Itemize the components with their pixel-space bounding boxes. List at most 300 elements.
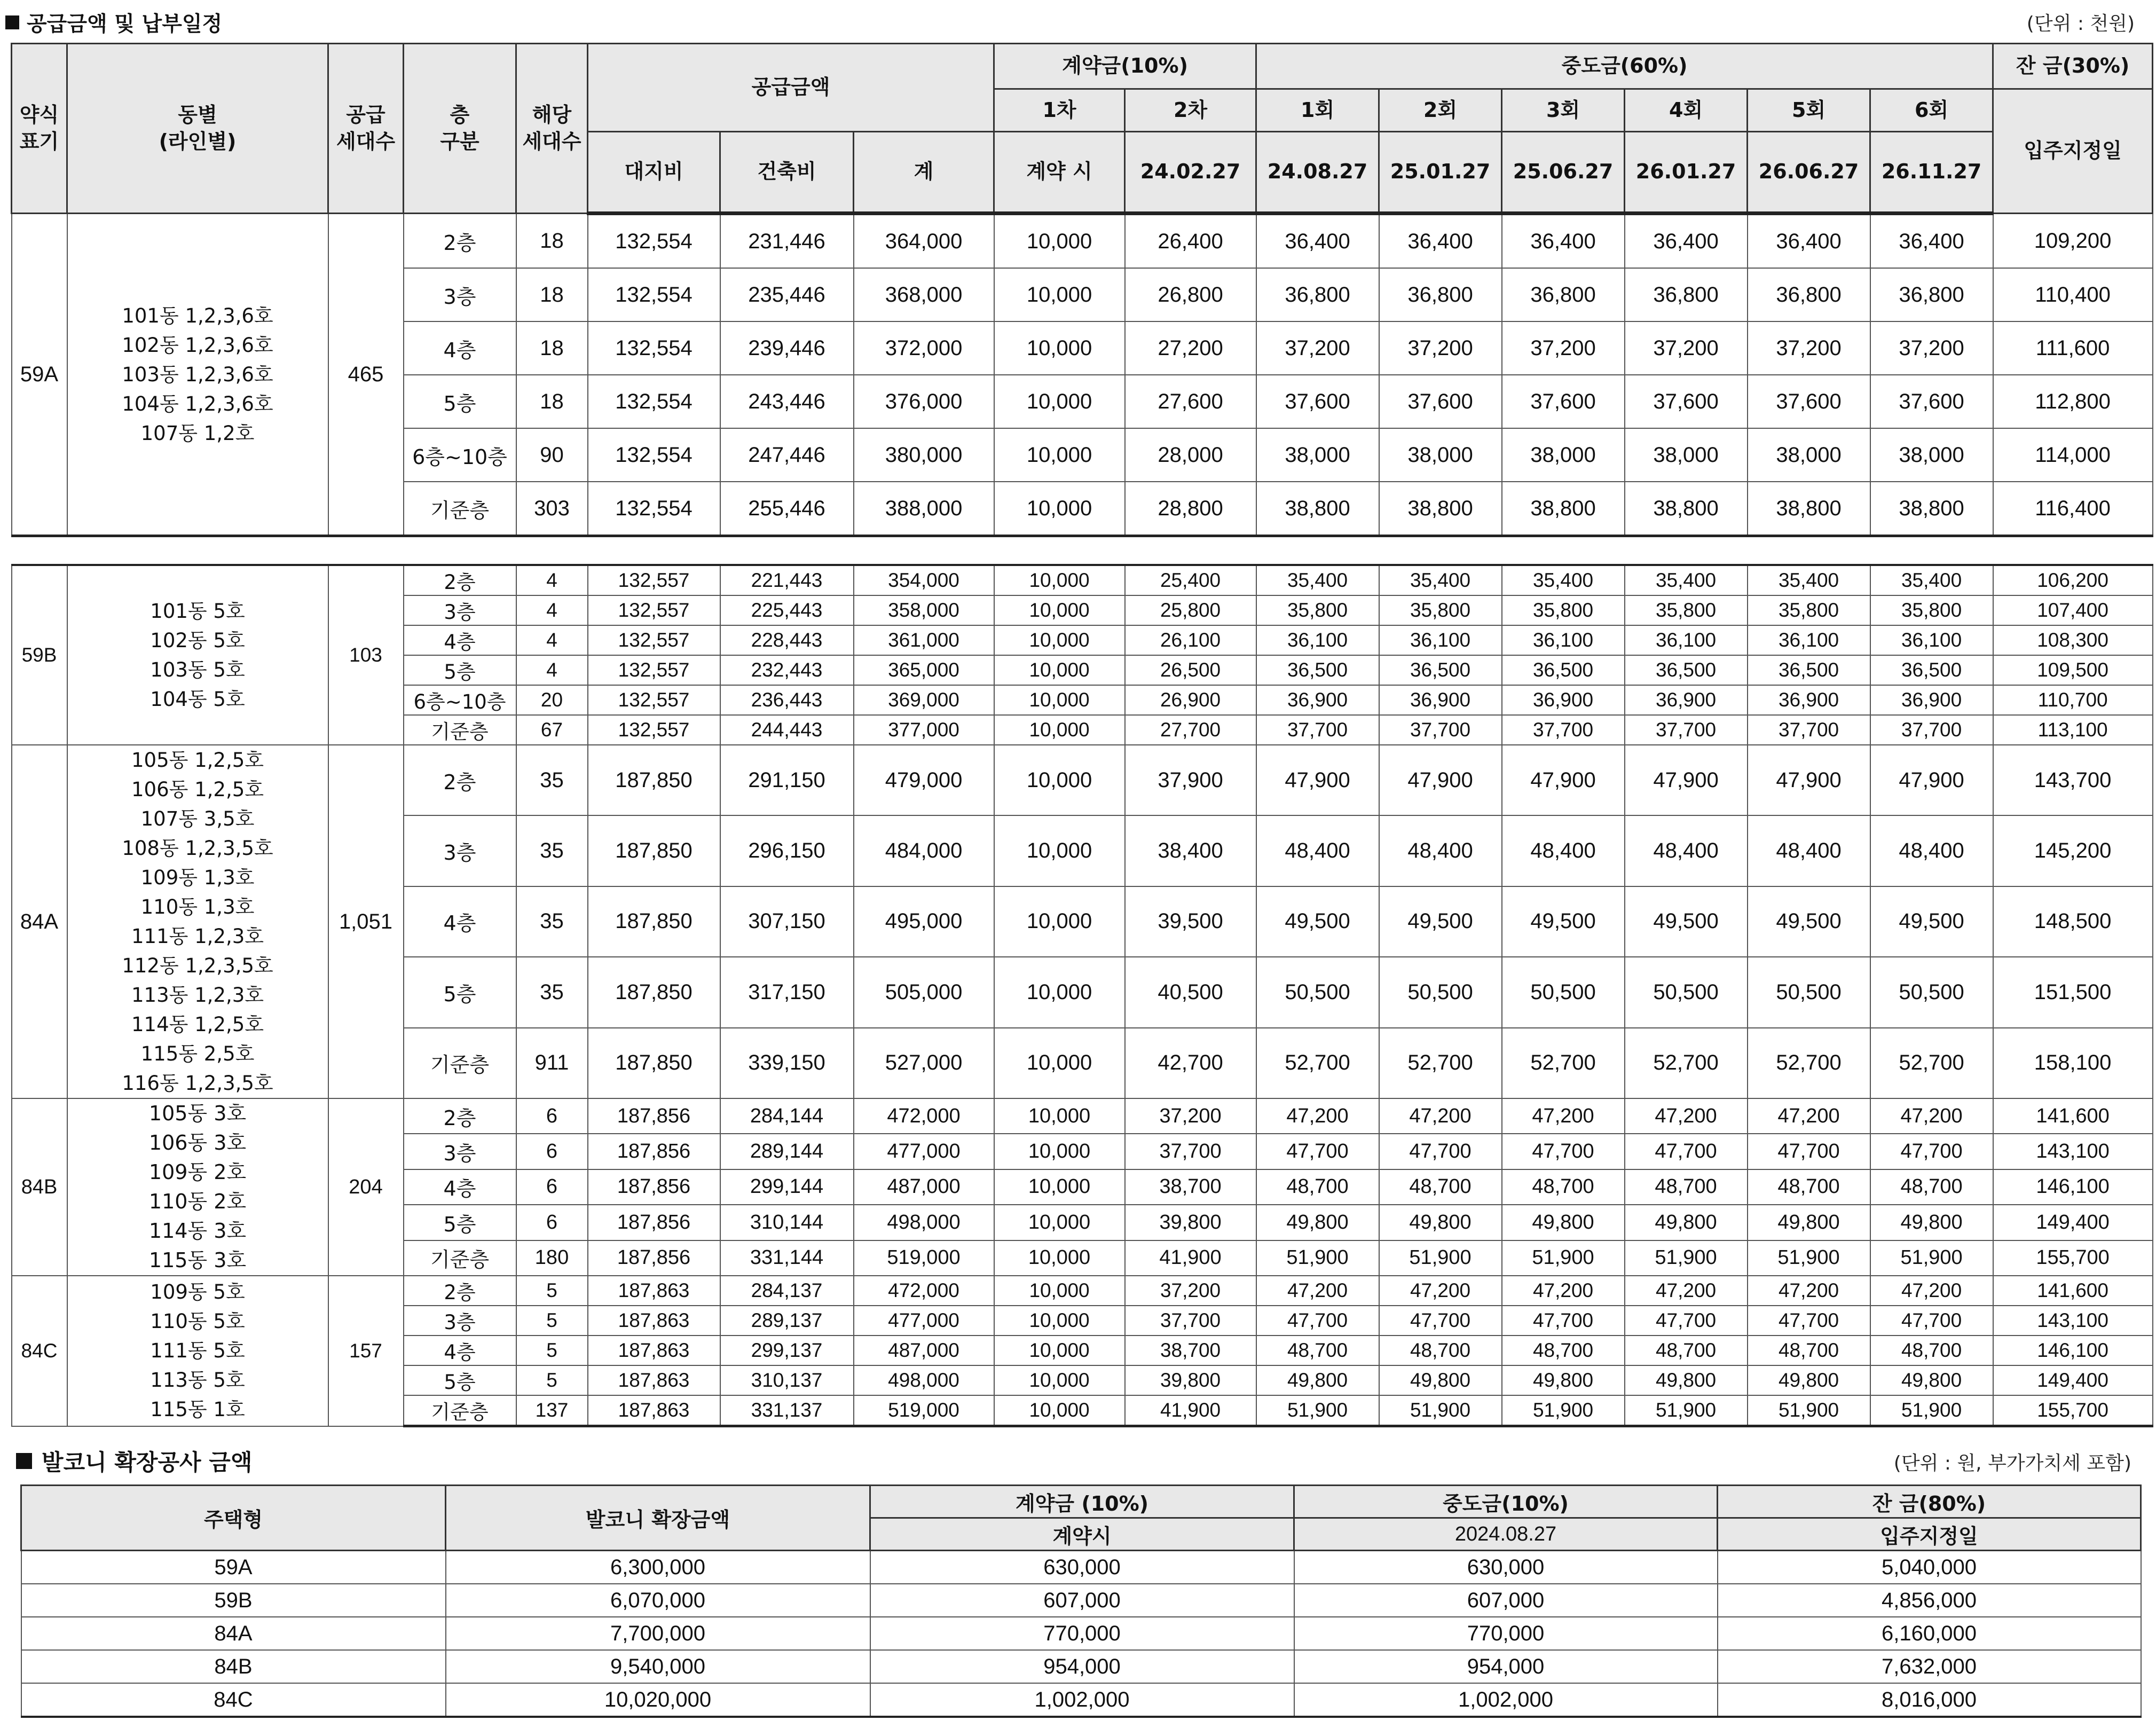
floor-cell: 3층	[404, 268, 516, 321]
middle-cell: 47,200	[1870, 1098, 1993, 1134]
header-middle-date: 24.08.27	[1256, 132, 1379, 214]
header-middle-date: 25.06.27	[1502, 132, 1625, 214]
dong-line: 106동 1,2,5호	[131, 778, 264, 801]
units-cell: 465	[328, 214, 404, 536]
floor-units-cell: 4	[516, 655, 588, 685]
header-balance: 잔 금(30%)	[1993, 44, 2153, 89]
balance-cell: 143,100	[1993, 1134, 2153, 1169]
floor-units-cell: 18	[516, 268, 588, 321]
type-cell: 84B	[12, 1098, 67, 1276]
middle-cell: 36,900	[1748, 685, 1870, 715]
dong-line: 116동 1,2,3,5호	[122, 1072, 273, 1095]
balance-cell: 158,100	[1993, 1028, 2153, 1098]
middle-cell: 47,900	[1256, 745, 1379, 815]
middle-cell: 52,700	[1870, 1028, 1993, 1098]
land-cell: 187,856	[588, 1169, 720, 1205]
deposit1-cell: 10,000	[994, 1205, 1125, 1240]
deposit1-cell: 10,000	[994, 375, 1125, 428]
header-floor-units: 해당 세대수	[516, 44, 588, 214]
total-cell: 519,000	[854, 1240, 994, 1276]
floor-cell: 6층~10층	[404, 685, 516, 715]
dong-line: 104동 1,2,3,6호	[122, 392, 273, 415]
land-cell: 132,554	[588, 482, 720, 536]
middle-cell: 50,500	[1625, 957, 1748, 1027]
total-cell: 498,000	[854, 1365, 994, 1395]
middle-cell: 36,100	[1870, 625, 1993, 655]
table-row	[12, 1098, 2153, 1134]
middle-cell: 48,400	[1748, 815, 1870, 886]
middle-cell: 49,800	[1870, 1205, 1993, 1240]
middle-cell: 37,700	[1870, 715, 1993, 745]
deposit1-cell: 10,000	[994, 745, 1125, 815]
deposit2-cell: 39,500	[1125, 886, 1256, 957]
deposit2-cell: 27,700	[1125, 715, 1256, 745]
middle-cell: 52,700	[1256, 1028, 1379, 1098]
middle-cell: 47,200	[1256, 1098, 1379, 1134]
balcony-amount-cell: 6,070,000	[446, 1584, 870, 1617]
middle-cell: 38,800	[1256, 482, 1379, 536]
middle-cell: 36,400	[1256, 214, 1379, 269]
middle-cell: 49,800	[1748, 1205, 1870, 1240]
land-cell: 132,554	[588, 321, 720, 375]
land-cell: 132,554	[588, 428, 720, 482]
dong-line: 101동 1,2,3,6호	[122, 304, 273, 327]
middle-cell: 51,900	[1379, 1395, 1502, 1426]
middle-cell: 48,400	[1256, 815, 1379, 886]
middle-cell: 38,800	[1748, 482, 1870, 536]
building-cell: 243,446	[720, 375, 854, 428]
middle-cell: 37,200	[1256, 321, 1379, 375]
deposit2-cell: 26,800	[1125, 268, 1256, 321]
floor-cell: 2층	[404, 1276, 516, 1306]
middle-cell: 35,800	[1256, 595, 1379, 625]
middle-cell: 37,200	[1502, 321, 1625, 375]
middle-cell: 36,900	[1256, 685, 1379, 715]
balance-cell: 148,500	[1993, 886, 2153, 957]
building-cell: 228,443	[720, 625, 854, 655]
balcony-type-cell: 84C	[21, 1683, 446, 1717]
middle-cell: 47,200	[1625, 1276, 1748, 1306]
balance-cell: 155,700	[1993, 1395, 2153, 1426]
floor-units-cell: 4	[516, 595, 588, 625]
balance-cell: 145,200	[1993, 815, 2153, 886]
total-cell: 519,000	[854, 1395, 994, 1426]
middle-cell: 38,800	[1870, 482, 1993, 536]
floor-cell: 3층	[404, 1134, 516, 1169]
balcony-body	[21, 1551, 2141, 1717]
table-row	[21, 1617, 2141, 1650]
middle-cell: 48,700	[1256, 1336, 1379, 1365]
deposit1-cell: 10,000	[994, 1336, 1125, 1365]
header-deposit-1: 1차	[994, 89, 1125, 132]
floor-cell: 4층	[404, 1169, 516, 1205]
middle-cell: 36,900	[1502, 685, 1625, 715]
middle-cell: 48,400	[1379, 815, 1502, 886]
middle-cell: 37,700	[1379, 715, 1502, 745]
floor-cell: 6층~10층	[404, 428, 516, 482]
middle-cell: 49,800	[1870, 1365, 1993, 1395]
floor-cell: 4층	[404, 886, 516, 957]
floor-units-cell: 6	[516, 1098, 588, 1134]
balance-cell: 106,200	[1993, 565, 2153, 595]
dong-line: 115동 1호	[150, 1398, 245, 1421]
middle-cell: 49,800	[1502, 1205, 1625, 1240]
total-cell: 377,000	[854, 715, 994, 745]
floor-units-cell: 20	[516, 685, 588, 715]
middle-cell: 52,700	[1502, 1028, 1625, 1098]
header-middle-date: 26.11.27	[1870, 132, 1993, 214]
dong-line: 101동 5호	[150, 600, 245, 623]
building-cell: 236,443	[720, 685, 854, 715]
building-cell: 289,137	[720, 1306, 854, 1336]
middle-cell: 38,000	[1379, 428, 1502, 482]
land-cell: 132,557	[588, 625, 720, 655]
land-cell: 187,850	[588, 745, 720, 815]
deposit1-cell: 10,000	[994, 1098, 1125, 1134]
floor-cell: 기준층	[404, 482, 516, 536]
balcony-header-middle: 중도금(10%)	[1294, 1486, 1718, 1518]
balance-cell: 110,400	[1993, 268, 2153, 321]
land-cell: 187,863	[588, 1336, 720, 1365]
middle-cell: 35,800	[1870, 595, 1993, 625]
section1-unit: (단위 : 천원)	[2026, 13, 2135, 35]
middle-cell: 50,500	[1748, 957, 1870, 1027]
dong-line: 103동 1,2,3,6호	[122, 363, 273, 386]
total-cell: 368,000	[854, 268, 994, 321]
header-type: 약식 표기	[12, 44, 67, 214]
middle-cell: 48,400	[1502, 815, 1625, 886]
building-cell: 221,443	[720, 565, 854, 595]
middle-cell: 36,400	[1748, 214, 1870, 269]
middle-cell: 51,900	[1625, 1240, 1748, 1276]
floor-cell: 3층	[404, 1306, 516, 1336]
header-middle-date: 26.01.27	[1625, 132, 1748, 214]
deposit1-cell: 10,000	[994, 715, 1125, 745]
deposit1-cell: 10,000	[994, 1169, 1125, 1205]
dong-cell	[67, 745, 328, 1098]
middle-cell: 38,000	[1748, 428, 1870, 482]
dong-line: 112동 1,2,3,5호	[122, 954, 273, 977]
middle-cell: 36,400	[1379, 214, 1502, 269]
deposit2-cell: 38,700	[1125, 1169, 1256, 1205]
middle-cell: 47,700	[1379, 1306, 1502, 1336]
dong-line: 102동 1,2,3,6호	[122, 333, 273, 357]
balcony-deposit-cell: 630,000	[870, 1551, 1294, 1584]
middle-cell: 51,900	[1625, 1395, 1748, 1426]
units-cell: 103	[328, 565, 404, 745]
middle-cell: 36,500	[1502, 655, 1625, 685]
middle-cell: 38,000	[1256, 428, 1379, 482]
balance-cell: 112,800	[1993, 375, 2153, 428]
balcony-balance-cell: 6,160,000	[1718, 1617, 2141, 1650]
floor-cell: 기준층	[404, 1240, 516, 1276]
middle-cell: 47,700	[1748, 1306, 1870, 1336]
middle-cell: 47,700	[1379, 1134, 1502, 1169]
middle-cell: 36,900	[1625, 685, 1748, 715]
total-cell: 477,000	[854, 1306, 994, 1336]
middle-cell: 50,500	[1870, 957, 1993, 1027]
building-cell: 284,137	[720, 1276, 854, 1306]
middle-cell: 37,200	[1379, 321, 1502, 375]
middle-cell: 36,900	[1870, 685, 1993, 715]
dong-line: 114동 3호	[148, 1219, 247, 1243]
floor-cell: 5층	[404, 957, 516, 1027]
deposit1-cell: 10,000	[994, 655, 1125, 685]
dong-line: 115동 3호	[148, 1248, 247, 1272]
deposit1-cell: 10,000	[994, 886, 1125, 957]
land-cell: 132,557	[588, 595, 720, 625]
section2-title: 발코니 확장공사 금액	[42, 1449, 253, 1475]
header-deposit: 계약금(10%)	[994, 44, 1256, 89]
middle-cell: 37,600	[1748, 375, 1870, 428]
building-cell: 331,144	[720, 1240, 854, 1276]
balcony-amount-cell: 9,540,000	[446, 1650, 870, 1683]
floor-units-cell: 303	[516, 482, 588, 536]
dong-line: 103동 5호	[150, 658, 245, 681]
middle-cell: 52,700	[1379, 1028, 1502, 1098]
floor-units-cell: 180	[516, 1240, 588, 1276]
floor-units-cell: 4	[516, 565, 588, 595]
dong-line: 109동 5호	[150, 1281, 245, 1304]
deposit2-cell: 26,100	[1125, 625, 1256, 655]
middle-cell: 35,400	[1748, 565, 1870, 595]
building-cell: 310,144	[720, 1205, 854, 1240]
balance-cell: 143,100	[1993, 1306, 2153, 1336]
building-cell: 317,150	[720, 957, 854, 1027]
total-cell: 505,000	[854, 957, 994, 1027]
balance-cell: 111,600	[1993, 321, 2153, 375]
floor-units-cell: 5	[516, 1365, 588, 1395]
balance-cell: 141,600	[1993, 1098, 2153, 1134]
header-deposit-2-date: 24.02.27	[1125, 132, 1256, 214]
middle-cell: 49,500	[1256, 886, 1379, 957]
type-cell: 59B	[12, 565, 67, 745]
middle-cell: 49,500	[1870, 886, 1993, 957]
dong-line: 114동 1,2,5호	[131, 1013, 264, 1036]
floor-units-cell: 5	[516, 1306, 588, 1336]
land-cell: 187,856	[588, 1134, 720, 1169]
deposit2-cell: 27,200	[1125, 321, 1256, 375]
land-cell: 187,850	[588, 1028, 720, 1098]
middle-cell: 38,000	[1502, 428, 1625, 482]
table-row	[21, 1683, 2141, 1717]
building-cell: 232,443	[720, 655, 854, 685]
floor-units-cell: 90	[516, 428, 588, 482]
header-units: 공급 세대수	[328, 44, 404, 214]
middle-cell: 50,500	[1502, 957, 1625, 1027]
middle-cell: 49,500	[1748, 886, 1870, 957]
floor-units-cell: 18	[516, 375, 588, 428]
floor-cell: 기준층	[404, 1028, 516, 1098]
supply-price-table	[11, 43, 2153, 1427]
middle-cell: 35,800	[1379, 595, 1502, 625]
floor-cell: 기준층	[404, 1395, 516, 1426]
floor-units-cell: 18	[516, 321, 588, 375]
middle-cell: 37,700	[1748, 715, 1870, 745]
balcony-middle-cell: 770,000	[1294, 1617, 1718, 1650]
middle-cell: 51,900	[1870, 1395, 1993, 1426]
units-cell: 1,051	[328, 745, 404, 1098]
middle-cell: 51,900	[1256, 1240, 1379, 1276]
middle-cell: 37,600	[1870, 375, 1993, 428]
dong-line: 110동 2호	[148, 1190, 247, 1213]
middle-cell: 48,700	[1379, 1169, 1502, 1205]
deposit2-cell: 38,700	[1125, 1336, 1256, 1365]
middle-cell: 48,700	[1625, 1336, 1748, 1365]
middle-cell: 50,500	[1379, 957, 1502, 1027]
floor-units-cell: 67	[516, 715, 588, 745]
table-row	[12, 565, 2153, 595]
deposit1-cell: 10,000	[994, 1395, 1125, 1426]
land-cell: 187,856	[588, 1098, 720, 1134]
middle-cell: 36,100	[1748, 625, 1870, 655]
balcony-header-balance: 잔 금(80%)	[1718, 1486, 2141, 1518]
total-cell: 380,000	[854, 428, 994, 482]
middle-cell: 36,800	[1870, 268, 1993, 321]
section1-title: 공급금액 및 납부일정	[27, 12, 223, 36]
deposit2-cell: 41,900	[1125, 1240, 1256, 1276]
deposit2-cell: 28,000	[1125, 428, 1256, 482]
dong-line: 104동 5호	[150, 688, 245, 711]
middle-cell: 47,200	[1379, 1098, 1502, 1134]
middle-cell: 36,900	[1379, 685, 1502, 715]
middle-cell: 51,900	[1748, 1240, 1870, 1276]
deposit1-cell: 10,000	[994, 321, 1125, 375]
balcony-type-cell: 59A	[21, 1551, 446, 1584]
dong-cell	[67, 214, 328, 536]
middle-cell: 51,900	[1502, 1395, 1625, 1426]
middle-cell: 47,700	[1748, 1134, 1870, 1169]
dong-line: 113동 5호	[150, 1369, 245, 1392]
dong-line: 107동 1,2호	[140, 421, 255, 445]
floor-units-cell: 35	[516, 745, 588, 815]
balcony-table	[20, 1484, 2142, 1718]
middle-cell: 37,200	[1748, 321, 1870, 375]
total-cell: 479,000	[854, 745, 994, 815]
section2-header	[16, 1445, 252, 1477]
floor-cell: 3층	[404, 815, 516, 886]
header-middle-date: 26.06.27	[1748, 132, 1870, 214]
middle-cell: 36,800	[1748, 268, 1870, 321]
building-cell: 289,144	[720, 1134, 854, 1169]
floor-cell: 4층	[404, 1336, 516, 1365]
balance-cell: 149,400	[1993, 1205, 2153, 1240]
floor-units-cell: 35	[516, 815, 588, 886]
balcony-middle-cell: 630,000	[1294, 1551, 1718, 1584]
middle-cell: 50,500	[1256, 957, 1379, 1027]
total-cell: 376,000	[854, 375, 994, 428]
building-cell: 255,446	[720, 482, 854, 536]
middle-cell: 36,500	[1256, 655, 1379, 685]
middle-cell: 52,700	[1748, 1028, 1870, 1098]
middle-cell: 48,700	[1625, 1169, 1748, 1205]
balcony-balance-cell: 8,016,000	[1718, 1683, 2141, 1717]
dong-line: 115동 2,5호	[140, 1042, 255, 1065]
header-middle: 중도금(60%)	[1256, 44, 1993, 89]
deposit2-cell: 26,500	[1125, 655, 1256, 685]
land-cell: 132,557	[588, 565, 720, 595]
group-gap	[12, 536, 2153, 565]
supply-price-body	[12, 214, 2153, 1426]
floor-units-cell: 6	[516, 1205, 588, 1240]
deposit2-cell: 26,900	[1125, 685, 1256, 715]
middle-cell: 49,800	[1625, 1205, 1748, 1240]
dong-line: 110동 1,3호	[140, 896, 255, 918]
section1-header	[5, 7, 222, 37]
floor-units-cell: 6	[516, 1134, 588, 1169]
gap-cell	[12, 536, 2153, 565]
total-cell: 498,000	[854, 1205, 994, 1240]
middle-cell: 48,700	[1748, 1336, 1870, 1365]
total-cell: 365,000	[854, 655, 994, 685]
balcony-deposit-cell: 1,002,000	[870, 1683, 1294, 1717]
total-cell: 487,000	[854, 1169, 994, 1205]
middle-cell: 47,200	[1379, 1276, 1502, 1306]
middle-cell: 38,000	[1870, 428, 1993, 482]
floor-cell: 4층	[404, 625, 516, 655]
floor-cell: 5층	[404, 375, 516, 428]
building-cell: 291,150	[720, 745, 854, 815]
middle-cell: 47,200	[1748, 1276, 1870, 1306]
deposit1-cell: 10,000	[994, 1306, 1125, 1336]
middle-cell: 35,800	[1502, 595, 1625, 625]
floor-units-cell: 911	[516, 1028, 588, 1098]
land-cell: 132,554	[588, 268, 720, 321]
middle-cell: 38,800	[1379, 482, 1502, 536]
middle-cell: 36,500	[1748, 655, 1870, 685]
middle-cell: 47,200	[1625, 1098, 1748, 1134]
land-cell: 132,554	[588, 214, 720, 269]
floor-cell: 2층	[404, 214, 516, 269]
floor-units-cell: 35	[516, 957, 588, 1027]
middle-cell: 36,500	[1870, 655, 1993, 685]
middle-cell: 36,800	[1379, 268, 1502, 321]
middle-cell: 48,700	[1502, 1169, 1625, 1205]
total-cell: 369,000	[854, 685, 994, 715]
middle-cell: 51,900	[1379, 1240, 1502, 1276]
balcony-middle-cell: 607,000	[1294, 1584, 1718, 1617]
header-total: 계	[854, 132, 994, 214]
deposit1-cell: 10,000	[994, 815, 1125, 886]
middle-cell: 47,200	[1502, 1098, 1625, 1134]
middle-cell: 47,900	[1625, 745, 1748, 815]
floor-units-cell: 35	[516, 886, 588, 957]
balance-cell: 110,700	[1993, 685, 2153, 715]
total-cell: 472,000	[854, 1098, 994, 1134]
middle-cell: 47,900	[1502, 745, 1625, 815]
middle-cell: 37,200	[1870, 321, 1993, 375]
balcony-middle-cell: 954,000	[1294, 1650, 1718, 1683]
middle-cell: 36,500	[1379, 655, 1502, 685]
middle-cell: 48,400	[1625, 815, 1748, 886]
balcony-balance-cell: 7,632,000	[1718, 1650, 2141, 1683]
deposit1-cell: 10,000	[994, 1134, 1125, 1169]
floor-cell: 3층	[404, 595, 516, 625]
dong-cell	[67, 1098, 328, 1276]
total-cell: 495,000	[854, 886, 994, 957]
header-middle-round: 5회	[1748, 89, 1870, 132]
balcony-header-middle-date: 2024.08.27	[1294, 1518, 1718, 1551]
floor-cell: 기준층	[404, 715, 516, 745]
floor-units-cell: 137	[516, 1395, 588, 1426]
middle-cell: 49,500	[1502, 886, 1625, 957]
middle-cell: 36,800	[1502, 268, 1625, 321]
deposit1-cell: 10,000	[994, 268, 1125, 321]
building-cell: 231,446	[720, 214, 854, 269]
table-row	[12, 1276, 2153, 1306]
middle-cell: 48,400	[1870, 815, 1993, 886]
deposit1-cell: 10,000	[994, 214, 1125, 269]
